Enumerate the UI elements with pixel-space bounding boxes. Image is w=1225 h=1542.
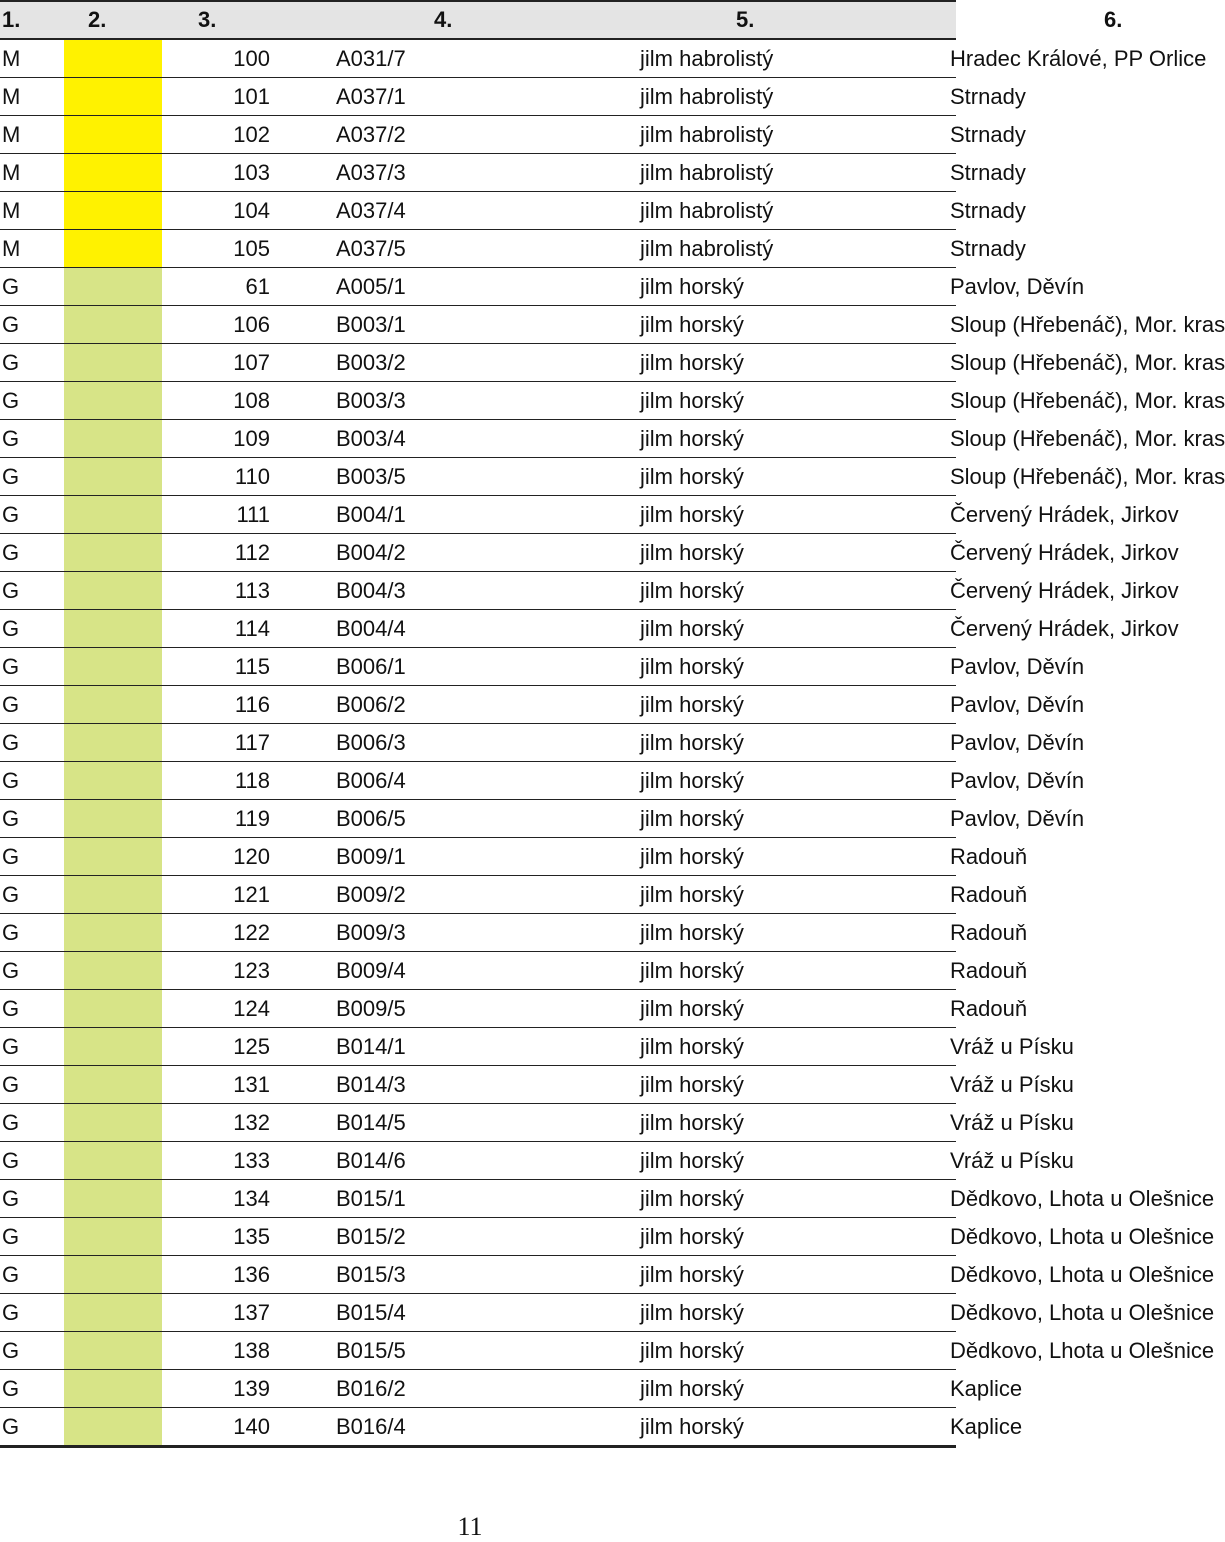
color-swatch-cell bbox=[64, 1332, 162, 1370]
species-cell: jilm horský bbox=[640, 1294, 950, 1332]
locality-cell: Dědkovo, Lhota u Olešnice bbox=[950, 1294, 956, 1332]
group-cell: G bbox=[0, 572, 64, 610]
group-cell: G bbox=[0, 648, 64, 686]
table-row bbox=[0, 800, 956, 838]
color-swatch-cell bbox=[64, 686, 162, 724]
table-row bbox=[0, 1180, 956, 1218]
group-cell: G bbox=[0, 914, 64, 952]
table-row bbox=[0, 610, 956, 648]
color-swatch-cell bbox=[64, 952, 162, 990]
code-cell: B003/3 bbox=[270, 382, 640, 420]
number-cell: 108 bbox=[162, 382, 270, 420]
color-swatch-cell bbox=[64, 1256, 162, 1294]
species-cell: jilm horský bbox=[640, 1028, 950, 1066]
species-cell: jilm horský bbox=[640, 344, 950, 382]
code-cell: B004/2 bbox=[270, 534, 640, 572]
color-swatch-cell bbox=[64, 1218, 162, 1256]
code-cell: A031/7 bbox=[270, 39, 640, 78]
number-cell: 118 bbox=[162, 762, 270, 800]
number-cell: 111 bbox=[162, 496, 270, 534]
locality-cell: Pavlov, Děvín bbox=[950, 724, 956, 762]
color-swatch-cell bbox=[64, 192, 162, 230]
table-row bbox=[0, 838, 956, 876]
table-row bbox=[0, 990, 956, 1028]
table-row bbox=[0, 648, 956, 686]
number-cell: 117 bbox=[162, 724, 270, 762]
locality-cell: Červený Hrádek, Jirkov bbox=[950, 496, 956, 534]
color-swatch-cell bbox=[64, 534, 162, 572]
group-cell: G bbox=[0, 610, 64, 648]
color-swatch-cell bbox=[64, 990, 162, 1028]
group-cell: G bbox=[0, 1370, 64, 1408]
code-cell: B015/5 bbox=[270, 1332, 640, 1370]
locality-cell: Strnady bbox=[950, 116, 956, 154]
color-swatch-cell bbox=[64, 838, 162, 876]
group-cell: G bbox=[0, 952, 64, 990]
number-cell: 120 bbox=[162, 838, 270, 876]
group-cell: G bbox=[0, 1180, 64, 1218]
color-swatch-cell bbox=[64, 78, 162, 116]
group-cell: G bbox=[0, 1294, 64, 1332]
table-row bbox=[0, 914, 956, 952]
locality-cell: Pavlov, Děvín bbox=[950, 762, 956, 800]
code-cell: B003/1 bbox=[270, 306, 640, 344]
code-cell: B004/3 bbox=[270, 572, 640, 610]
table-row bbox=[0, 1294, 956, 1332]
code-cell: B006/5 bbox=[270, 800, 640, 838]
table-row bbox=[0, 192, 956, 230]
group-cell: G bbox=[0, 1028, 64, 1066]
group-cell: G bbox=[0, 686, 64, 724]
table-row bbox=[0, 724, 956, 762]
table-row bbox=[0, 1104, 956, 1142]
group-cell: G bbox=[0, 344, 64, 382]
code-cell: B004/1 bbox=[270, 496, 640, 534]
code-cell: B016/2 bbox=[270, 1370, 640, 1408]
group-cell: G bbox=[0, 306, 64, 344]
number-cell: 102 bbox=[162, 116, 270, 154]
species-cell: jilm horský bbox=[640, 268, 950, 306]
group-cell: G bbox=[0, 268, 64, 306]
locality-cell: Vráž u Písku bbox=[950, 1066, 956, 1104]
header-col-5: 5. bbox=[640, 1, 950, 39]
code-cell: B009/3 bbox=[270, 914, 640, 952]
group-cell: M bbox=[0, 154, 64, 192]
species-cell: jilm horský bbox=[640, 1180, 950, 1218]
code-cell: A037/4 bbox=[270, 192, 640, 230]
table-row bbox=[0, 420, 956, 458]
group-cell: G bbox=[0, 1066, 64, 1104]
species-cell: jilm horský bbox=[640, 724, 950, 762]
species-cell: jilm horský bbox=[640, 1370, 950, 1408]
number-cell: 123 bbox=[162, 952, 270, 990]
species-cell: jilm horský bbox=[640, 876, 950, 914]
species-cell: jilm horský bbox=[640, 1142, 950, 1180]
group-cell: M bbox=[0, 39, 64, 78]
code-cell: A037/1 bbox=[270, 78, 640, 116]
locality-cell: Červený Hrádek, Jirkov bbox=[950, 610, 956, 648]
number-cell: 131 bbox=[162, 1066, 270, 1104]
header-col-2: 2. bbox=[64, 1, 162, 39]
species-cell: jilm horský bbox=[640, 382, 950, 420]
group-cell: G bbox=[0, 1408, 64, 1447]
locality-cell: Pavlov, Děvín bbox=[950, 268, 956, 306]
number-cell: 137 bbox=[162, 1294, 270, 1332]
locality-cell: Strnady bbox=[950, 154, 956, 192]
number-cell: 138 bbox=[162, 1332, 270, 1370]
color-swatch-cell bbox=[64, 154, 162, 192]
locality-cell: Pavlov, Děvín bbox=[950, 648, 956, 686]
color-swatch-cell bbox=[64, 800, 162, 838]
locality-cell: Dědkovo, Lhota u Olešnice bbox=[950, 1180, 956, 1218]
color-swatch-cell bbox=[64, 1142, 162, 1180]
group-cell: M bbox=[0, 116, 64, 154]
locality-cell: Radouň bbox=[950, 838, 956, 876]
locality-cell: Radouň bbox=[950, 990, 956, 1028]
number-cell: 61 bbox=[162, 268, 270, 306]
locality-cell: Sloup (Hřebenáč), Mor. kras bbox=[950, 306, 956, 344]
group-cell: G bbox=[0, 458, 64, 496]
color-swatch-cell bbox=[64, 39, 162, 78]
table-row bbox=[0, 116, 956, 154]
number-cell: 107 bbox=[162, 344, 270, 382]
locality-cell: Sloup (Hřebenáč), Mor. kras bbox=[950, 420, 956, 458]
locality-cell: Červený Hrádek, Jirkov bbox=[950, 534, 956, 572]
color-swatch-cell bbox=[64, 116, 162, 154]
table-row bbox=[0, 534, 956, 572]
locality-cell: Vráž u Písku bbox=[950, 1028, 956, 1066]
locality-cell: Sloup (Hřebenáč), Mor. kras bbox=[950, 382, 956, 420]
number-cell: 125 bbox=[162, 1028, 270, 1066]
group-cell: G bbox=[0, 800, 64, 838]
header-col-6: 6. bbox=[950, 1, 956, 39]
group-cell: M bbox=[0, 230, 64, 268]
color-swatch-cell bbox=[64, 420, 162, 458]
code-cell: B015/3 bbox=[270, 1256, 640, 1294]
color-swatch-cell bbox=[64, 724, 162, 762]
color-swatch-cell bbox=[64, 914, 162, 952]
code-cell: A037/5 bbox=[270, 230, 640, 268]
table-row bbox=[0, 78, 956, 116]
color-swatch-cell bbox=[64, 610, 162, 648]
locality-cell: Dědkovo, Lhota u Olešnice bbox=[950, 1332, 956, 1370]
header-col-3: 3. bbox=[162, 1, 270, 39]
color-swatch-cell bbox=[64, 458, 162, 496]
species-cell: jilm horský bbox=[640, 572, 950, 610]
locality-cell: Strnady bbox=[950, 78, 956, 116]
color-swatch-cell bbox=[64, 382, 162, 420]
species-cell: jilm habrolistý bbox=[640, 116, 950, 154]
color-swatch-cell bbox=[64, 1294, 162, 1332]
species-cell: jilm horský bbox=[640, 458, 950, 496]
header-row bbox=[0, 1, 956, 39]
species-cell: jilm habrolistý bbox=[640, 154, 950, 192]
table-row bbox=[0, 39, 956, 78]
species-cell: jilm horský bbox=[640, 1104, 950, 1142]
code-cell: B003/5 bbox=[270, 458, 640, 496]
species-cell: jilm horský bbox=[640, 952, 950, 990]
color-swatch-cell bbox=[64, 1104, 162, 1142]
code-cell: B006/4 bbox=[270, 762, 640, 800]
color-swatch-cell bbox=[64, 572, 162, 610]
species-cell: jilm horský bbox=[640, 1256, 950, 1294]
table-row bbox=[0, 1028, 956, 1066]
species-cell: jilm horský bbox=[640, 1066, 950, 1104]
locality-cell: Radouň bbox=[950, 876, 956, 914]
locality-cell: Sloup (Hřebenáč), Mor. kras bbox=[950, 458, 956, 496]
group-cell: G bbox=[0, 838, 64, 876]
locality-cell: Pavlov, Děvín bbox=[950, 686, 956, 724]
group-cell: G bbox=[0, 496, 64, 534]
number-cell: 115 bbox=[162, 648, 270, 686]
table-row bbox=[0, 686, 956, 724]
species-cell: jilm horský bbox=[640, 800, 950, 838]
locality-cell: Dědkovo, Lhota u Olešnice bbox=[950, 1218, 956, 1256]
number-cell: 114 bbox=[162, 610, 270, 648]
group-cell: G bbox=[0, 1218, 64, 1256]
table-row bbox=[0, 496, 956, 534]
species-cell: jilm horský bbox=[640, 686, 950, 724]
group-cell: G bbox=[0, 420, 64, 458]
table-row bbox=[0, 762, 956, 800]
group-cell: G bbox=[0, 534, 64, 572]
table-row bbox=[0, 1218, 956, 1256]
number-cell: 104 bbox=[162, 192, 270, 230]
species-cell: jilm horský bbox=[640, 610, 950, 648]
table-row bbox=[0, 1142, 956, 1180]
table-row bbox=[0, 952, 956, 990]
locality-cell: Radouň bbox=[950, 952, 956, 990]
table-row bbox=[0, 1066, 956, 1104]
table-row bbox=[0, 1332, 956, 1370]
locality-cell: Vráž u Písku bbox=[950, 1142, 956, 1180]
number-cell: 103 bbox=[162, 154, 270, 192]
group-cell: M bbox=[0, 78, 64, 116]
species-cell: jilm horský bbox=[640, 1218, 950, 1256]
table-body bbox=[0, 39, 1225, 1447]
code-cell: B009/4 bbox=[270, 952, 640, 990]
code-cell: B009/5 bbox=[270, 990, 640, 1028]
code-cell: B003/2 bbox=[270, 344, 640, 382]
number-cell: 122 bbox=[162, 914, 270, 952]
species-cell: jilm horský bbox=[640, 1332, 950, 1370]
number-cell: 101 bbox=[162, 78, 270, 116]
color-swatch-cell bbox=[64, 1408, 162, 1447]
species-cell: jilm horský bbox=[640, 496, 950, 534]
number-cell: 116 bbox=[162, 686, 270, 724]
locality-cell: Sloup (Hřebenáč), Mor. kras bbox=[950, 344, 956, 382]
number-cell: 112 bbox=[162, 534, 270, 572]
number-cell: 100 bbox=[162, 39, 270, 78]
code-cell: B004/4 bbox=[270, 610, 640, 648]
number-cell: 134 bbox=[162, 1180, 270, 1218]
table-row bbox=[0, 1370, 956, 1408]
table-row bbox=[0, 268, 956, 306]
group-cell: G bbox=[0, 382, 64, 420]
group-cell: G bbox=[0, 1104, 64, 1142]
number-cell: 139 bbox=[162, 1370, 270, 1408]
color-swatch-cell bbox=[64, 306, 162, 344]
table-row bbox=[0, 230, 956, 268]
group-cell: M bbox=[0, 192, 64, 230]
locality-cell: Strnady bbox=[950, 192, 956, 230]
number-cell: 113 bbox=[162, 572, 270, 610]
code-cell: B014/5 bbox=[270, 1104, 640, 1142]
species-cell: jilm habrolistý bbox=[640, 39, 950, 78]
species-cell: jilm horský bbox=[640, 648, 950, 686]
species-cell: jilm horský bbox=[640, 1408, 950, 1447]
code-cell: B016/4 bbox=[270, 1408, 640, 1447]
number-cell: 132 bbox=[162, 1104, 270, 1142]
number-cell: 136 bbox=[162, 1256, 270, 1294]
color-swatch-cell bbox=[64, 762, 162, 800]
code-cell: B015/2 bbox=[270, 1218, 640, 1256]
color-swatch-cell bbox=[64, 230, 162, 268]
table-row bbox=[0, 1256, 956, 1294]
group-cell: G bbox=[0, 990, 64, 1028]
code-cell: B009/2 bbox=[270, 876, 640, 914]
species-cell: jilm horský bbox=[640, 762, 950, 800]
code-cell: A005/1 bbox=[270, 268, 640, 306]
table-row bbox=[0, 876, 956, 914]
number-cell: 110 bbox=[162, 458, 270, 496]
number-cell: 135 bbox=[162, 1218, 270, 1256]
table-row bbox=[0, 306, 956, 344]
table-row bbox=[0, 572, 956, 610]
code-cell: B003/4 bbox=[270, 420, 640, 458]
color-swatch-cell bbox=[64, 1028, 162, 1066]
number-cell: 133 bbox=[162, 1142, 270, 1180]
group-cell: G bbox=[0, 1256, 64, 1294]
group-cell: G bbox=[0, 1332, 64, 1370]
number-cell: 106 bbox=[162, 306, 270, 344]
species-cell: jilm horský bbox=[640, 534, 950, 572]
color-swatch-cell bbox=[64, 268, 162, 306]
group-cell: G bbox=[0, 1142, 64, 1180]
locality-cell: Strnady bbox=[950, 230, 956, 268]
code-cell: A037/2 bbox=[270, 116, 640, 154]
species-cell: jilm habrolistý bbox=[640, 78, 950, 116]
number-cell: 105 bbox=[162, 230, 270, 268]
species-cell: jilm habrolistý bbox=[640, 230, 950, 268]
species-cell: jilm horský bbox=[640, 420, 950, 458]
group-cell: G bbox=[0, 876, 64, 914]
code-cell: B006/3 bbox=[270, 724, 640, 762]
page-number: 11 bbox=[457, 1512, 483, 1541]
code-cell: B009/1 bbox=[270, 838, 640, 876]
header-col-1: 1. bbox=[0, 1, 64, 39]
code-cell: B014/1 bbox=[270, 1028, 640, 1066]
species-cell: jilm horský bbox=[640, 306, 950, 344]
code-cell: B014/6 bbox=[270, 1142, 640, 1180]
locality-cell: Červený Hrádek, Jirkov bbox=[950, 572, 956, 610]
locality-cell: Kaplice bbox=[950, 1370, 956, 1408]
header-col-4: 4. bbox=[270, 1, 640, 39]
species-cell: jilm horský bbox=[640, 838, 950, 876]
table-row bbox=[0, 344, 956, 382]
table-row bbox=[0, 154, 956, 192]
code-cell: B006/1 bbox=[270, 648, 640, 686]
table-row bbox=[0, 1408, 956, 1447]
locality-cell: Hradec Králové, PP Orlice bbox=[950, 39, 956, 78]
color-swatch-cell bbox=[64, 1370, 162, 1408]
group-cell: G bbox=[0, 724, 64, 762]
color-swatch-cell bbox=[64, 1066, 162, 1104]
species-cell: jilm horský bbox=[640, 914, 950, 952]
group-cell: G bbox=[0, 762, 64, 800]
locality-cell: Pavlov, Děvín bbox=[950, 800, 956, 838]
number-cell: 124 bbox=[162, 990, 270, 1028]
locality-cell: Vráž u Písku bbox=[950, 1104, 956, 1142]
color-swatch-cell bbox=[64, 648, 162, 686]
number-cell: 109 bbox=[162, 420, 270, 458]
color-swatch-cell bbox=[64, 1180, 162, 1218]
code-cell: B006/2 bbox=[270, 686, 640, 724]
color-swatch-cell bbox=[64, 344, 162, 382]
code-cell: A037/3 bbox=[270, 154, 640, 192]
code-cell: B015/4 bbox=[270, 1294, 640, 1332]
locality-cell: Kaplice bbox=[950, 1408, 956, 1447]
color-swatch-cell bbox=[64, 876, 162, 914]
table-row bbox=[0, 382, 956, 420]
locality-cell: Radouň bbox=[950, 914, 956, 952]
color-swatch-cell bbox=[64, 496, 162, 534]
species-cell: jilm horský bbox=[640, 990, 950, 1028]
number-cell: 121 bbox=[162, 876, 270, 914]
number-cell: 140 bbox=[162, 1408, 270, 1447]
code-cell: B015/1 bbox=[270, 1180, 640, 1218]
number-cell: 119 bbox=[162, 800, 270, 838]
table-row bbox=[0, 458, 956, 496]
species-cell: jilm habrolistý bbox=[640, 192, 950, 230]
code-cell: B014/3 bbox=[270, 1066, 640, 1104]
locality-cell: Dědkovo, Lhota u Olešnice bbox=[950, 1256, 956, 1294]
